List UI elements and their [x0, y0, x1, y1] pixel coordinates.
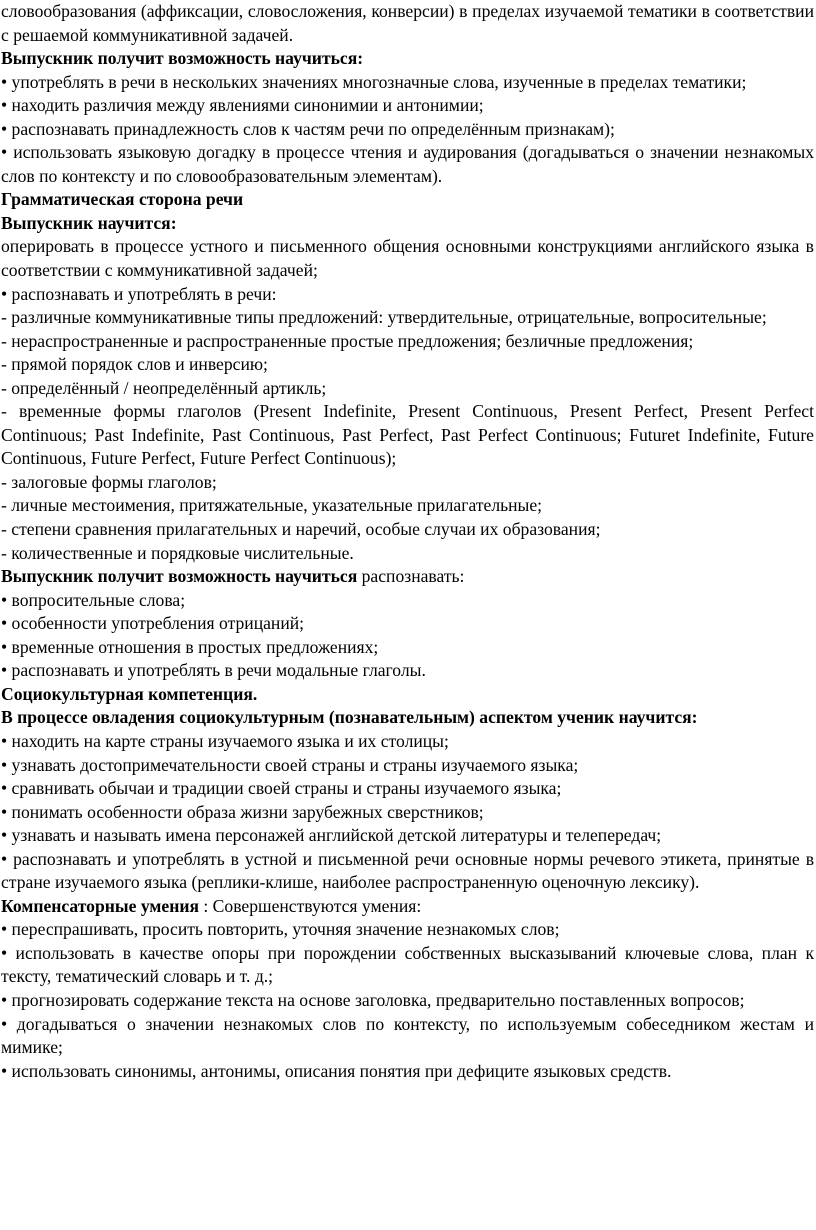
paragraph — [1, 848, 814, 895]
paragraph — [1, 400, 814, 471]
body-text: • использовать в качестве опоры при порождении собственных высказываний ключевые слова, план к тексту, тематический словарь и т. д.; — [1, 942, 814, 987]
body-text: - различные коммуникативные типы предложений: утвердительные, отрицательные, вопросительные; — [1, 307, 767, 328]
paragraph — [1, 824, 814, 848]
paragraph — [1, 730, 814, 754]
paragraph — [1, 118, 814, 142]
paragraph — [1, 942, 814, 989]
bold-text: Выпускник получит возможность научиться: — [1, 48, 364, 69]
paragraph — [1, 565, 814, 589]
body-text: • распознавать принадлежность слов к частям речи по определённым признакам); — [1, 118, 615, 139]
paragraph — [1, 235, 814, 282]
paragraph — [1, 801, 814, 825]
paragraph — [1, 494, 814, 518]
paragraph — [1, 283, 814, 307]
body-text: • сравнивать обычаи и традиции своей страны и страны изучаемого языка; — [1, 778, 562, 799]
paragraph — [1, 518, 814, 542]
paragraph — [1, 377, 814, 401]
bold-text: Социокультурная компетенция. — [1, 683, 258, 704]
body-text: - степени сравнения прилагательных и наречий, особые случаи их образования; — [1, 519, 601, 540]
paragraph — [1, 330, 814, 354]
paragraph — [1, 353, 814, 377]
body-text: • находить на карте страны изучаемого языка и их столицы; — [1, 730, 449, 751]
body-text: • использовать синонимы, антонимы, описания понятия при дефиците языковых средств. — [1, 1060, 672, 1081]
body-text: распознавать: — [357, 566, 465, 587]
section-heading — [1, 212, 814, 236]
body-text: • находить различия между явлениями синонимии и антонимии; — [1, 95, 484, 116]
section-heading — [1, 706, 814, 730]
body-text: • употреблять в речи в нескольких значениях многозначные слова, изученные в пределах тематики; — [1, 71, 747, 92]
body-text: - количественные и порядковые числительные. — [1, 542, 354, 563]
body-text: • вопросительные слова; — [1, 589, 186, 610]
bold-text: Выпускник научится: — [1, 212, 177, 233]
body-text: - нераспространенные и распространенные простые предложения; безличные предложения; — [1, 330, 694, 351]
body-text: : Совершенствуются умения: — [199, 895, 422, 916]
body-text: • понимать особенности образа жизни зарубежных сверстников; — [1, 801, 484, 822]
paragraph — [1, 636, 814, 660]
section-heading — [1, 47, 814, 71]
paragraph — [1, 895, 814, 919]
body-text: • распознавать и употреблять в речи модальные глаголы. — [1, 660, 426, 681]
paragraph — [1, 542, 814, 566]
body-text: оперировать в процессе устного и письменного общения основными конструкциями английского языка в соответствии с коммуникативной задачей; — [1, 236, 814, 281]
paragraph — [1, 918, 814, 942]
paragraph — [1, 71, 814, 95]
body-text: • использовать языковую догадку в процессе чтения и аудирования (догадываться о значении незнакомых слов по контексту и по словообразовательным элементам). — [1, 142, 814, 186]
paragraph — [1, 0, 814, 47]
body-text: • особенности употребления отрицаний; — [1, 613, 305, 634]
paragraph — [1, 141, 814, 188]
bold-text: Грамматическая сторона речи — [1, 189, 244, 210]
body-text: • распознавать и употреблять в речи: — [1, 283, 277, 304]
body-text: • распознавать и употреблять в устной и письменной речи основные нормы речевого этикета, принятые в стране изучаемого языка (реплики-клише, наиболее распространенную оценочную лексику). — [1, 848, 814, 893]
body-text: • узнавать и называть имена персонажей английской детской литературы и телепередач; — [1, 825, 662, 846]
bold-text: В процессе овладения социокультурным (познавательным) аспектом ученик научится: — [1, 707, 698, 728]
paragraph — [1, 989, 814, 1013]
body-text: - временные формы глаголов (Present Indefinite, Present Continuous, Present Perfect, Present Perfect Continuous; Past Indefinite, Past Continuous, Past Perfect, Past Perfect Continuous; Futuret Indefinite, Future Continuous, Future Perfect, Future Perfect Continuous); — [1, 401, 814, 469]
body-text: • прогнозировать содержание текста на основе заголовка, предварительно поставленных вопросов; — [1, 989, 745, 1010]
paragraph — [1, 1060, 814, 1084]
body-text: • временные отношения в простых предложениях; — [1, 636, 379, 657]
paragraph — [1, 589, 814, 613]
paragraph — [1, 612, 814, 636]
paragraph — [1, 471, 814, 495]
paragraph — [1, 754, 814, 778]
paragraph — [1, 1013, 814, 1060]
body-text: - прямой порядок слов и инверсию; — [1, 354, 268, 375]
bold-text: Выпускник получит возможность научиться — [1, 566, 358, 587]
body-text: - залоговые формы глаголов; — [1, 471, 217, 492]
body-text: - личные местоимения, притяжательные, указательные прилагательные; — [1, 495, 543, 516]
bold-text: Компенсаторные умения — [1, 895, 199, 916]
body-text: • переспрашивать, просить повторить, уточняя значение незнакомых слов; — [1, 919, 560, 940]
body-text: - определённый / неопределённый артикль; — [1, 377, 327, 398]
paragraph — [1, 659, 814, 683]
body-text: • догадываться о значении незнакомых слов по контексту, по используемым собеседником жестам и мимике; — [1, 1013, 814, 1058]
paragraph — [1, 777, 814, 801]
paragraph — [1, 94, 814, 118]
body-text: • узнавать достопримечательности своей страны и страны изучаемого языка; — [1, 754, 579, 775]
section-heading — [1, 188, 814, 212]
paragraph — [1, 306, 814, 330]
section-heading — [1, 683, 814, 707]
body-text: словообразования (аффиксации, словосложения, конверсии) в пределах изучаемой тематики в соответствии с решаемой коммуникативной задачей. — [1, 1, 814, 45]
